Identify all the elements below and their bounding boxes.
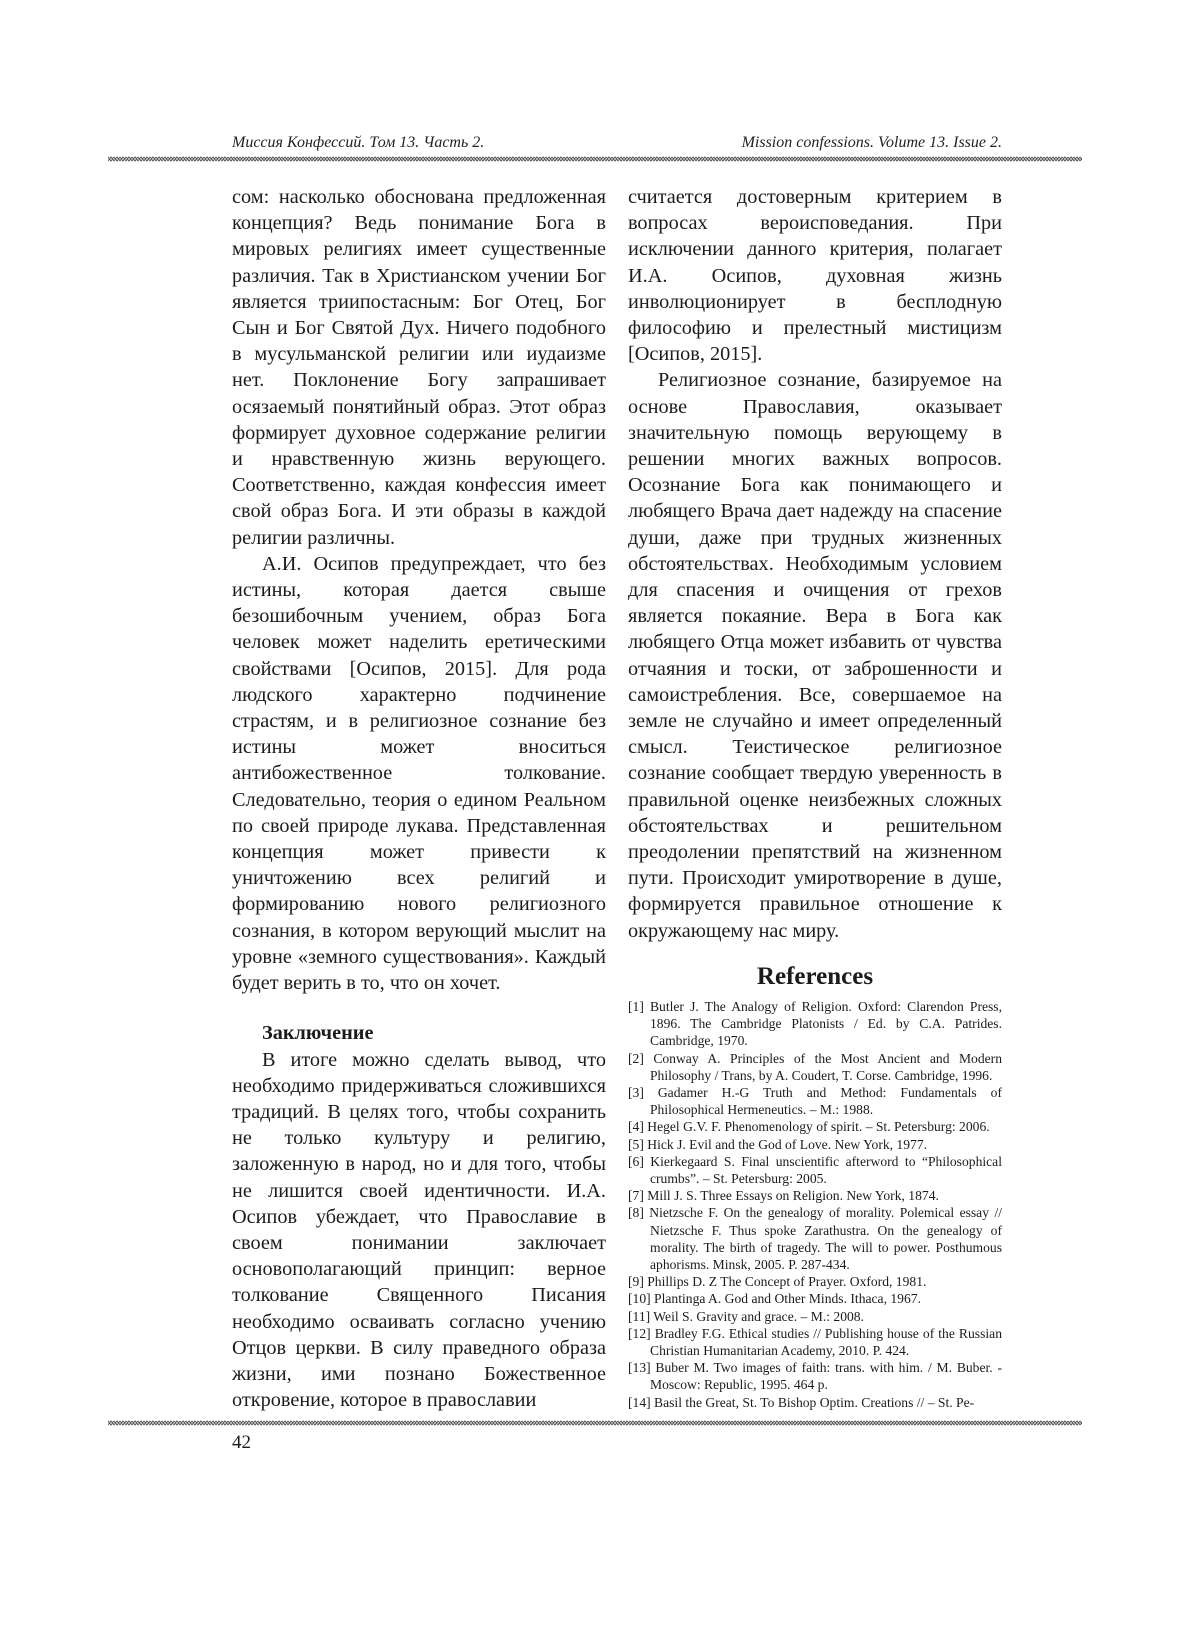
- reference-item: [6] Kierkegaard S. Final unscientific afterword to “Philosophical crumbs”. – St. Petersburg: 2005.: [628, 1153, 1002, 1186]
- left-column: [232, 184, 606, 1413]
- reference-item: [4] Hegel G.V. F. Phenomenology of spirit. – St. Petersburg: 2006.: [628, 1119, 990, 1135]
- reference-item: [14] Basil the Great, St. To Bishop Optim. Creations // – St. Pe-: [628, 1394, 975, 1410]
- left-paragraph-3: В итоге можно сделать вывод, что необходимо придерживаться сложившихся традиций. В целях того, чтобы сохранить не только культуру и религию, заложенную в народ, но и для того, чтобы не лишится своей идентичности. И.А. Осипов убеждает, что Православие в своем понимании заключает основополагающий принцип: верное толкование Священного Писания необходимо осваивать согласно учению Отцов церкви. В силу праведного образа жизни, ими познано Божественное откровение, которое в православии: [232, 1048, 606, 1412]
- bottom-wavy-divider: [108, 1418, 1082, 1428]
- reference-item: [5] Hick J. Evil and the God of Love. New York, 1977.: [628, 1136, 928, 1152]
- reference-item: [13] Buber M. Two images of faith: trans. with him. / M. Buber. - Moscow: Republic, 1995. 464 p.: [628, 1360, 1002, 1393]
- reference-item: [8] Nietzsche F. On the genealogy of morality. Polemical essay // Nietzsche F. Thus spoke Zarathustra. On the genealogy of morality. The birth of tragedy. The will to power. Posthumous aphorisms. Minsk, 2005. P. 287-434.: [628, 1205, 1002, 1272]
- left-paragraph-2: А.И. Осипов предупреждает, что без истины, которая дается свыше безошибочным учением, образ Бога человек может наделить еретическими свойствами [Осипов, 2015]. Для рода людского характерно подчинение страстям, и в религиозное сознание без истины может вноситься антибожественное толкование. Следовательно, теория о едином Реальном по своей природе лукава. Представленная концепция может привести к уничтожению всех религий и формированию нового религиозного сознания, в котором верующий мыслит на уровне «земного существования». Каждый будет верить в то, что он хочет.: [232, 552, 606, 995]
- left-paragraph-1: сом: насколько обоснована предложенная концепция? Ведь понимание Бога в мировых религиях имеет существенные различия. Так в Христианском учении Бог является триипостасным: Бог Отец, Бог Сын и Бог Святой Дух. Ничего подобного в мусульманской религии или иудаизме нет. Поклонение Богу запрашивает осязаемый понятийный образ. Этот образ формирует духовное содержание религии и нравственную жизнь верующего. Соответственно, каждая конфессия имеет свой образ Бога. И эти образы в каждой религии различны.: [232, 186, 606, 549]
- references-list: [628, 998, 1002, 1411]
- right-paragraph-1: считается достоверным критерием в вопросах вероисповедания. При исключении данного критерия, полагает И.А. Осипов, духовная жизнь инволюционирует в бесплодную философию и прелестный мистицизм [Осипов, 2015].: [628, 186, 1002, 366]
- header-journal-ru: Миссия Конфессий. Том 13. Часть 2.: [232, 134, 485, 151]
- reference-item: [3] Gadamer H.-G Truth and Method: Fundamentals of Philosophical Hermeneutics. – M.: 1988.: [628, 1084, 1002, 1118]
- reference-item: [7] Mill J. S. Three Essays on Religion. New York, 1874.: [628, 1188, 939, 1204]
- references-heading: References: [756, 962, 874, 990]
- reference-item: [11] Weil S. Gravity and grace. – M.: 2008.: [628, 1308, 864, 1324]
- right-column: [628, 184, 1002, 1411]
- reference-item: [2] Conway A. Principles of the Most Ancient and Modern Philosophy / Trans, by A. Coudert, T. Corse. Cambridge, 1996.: [628, 1050, 1002, 1083]
- page-number: 42: [232, 1432, 251, 1453]
- reference-item: [9] Phillips D. Z The Concept of Prayer. Oxford, 1981.: [628, 1274, 927, 1290]
- reference-item: [12] Bradley F.G. Ethical studies // Publishing house of the Russian Christian Humanitarian Academy, 2010. P. 424.: [628, 1325, 1002, 1358]
- reference-item: [10] Plantinga A. God and Other Minds. Ithaca, 1967.: [628, 1291, 921, 1307]
- conclusion-heading: Заключение: [262, 1022, 374, 1045]
- header-journal-en: Mission confessions. Volume 13. Issue 2.: [741, 134, 1002, 151]
- reference-item: [1] Butler J. The Analogy of Religion. Oxford: Clarendon Press, 1896. The Cambridge Platonists / Ed. by C.A. Patrides. Cambridge, 1970.: [628, 998, 1002, 1049]
- top-wavy-divider: [108, 154, 1082, 164]
- right-paragraph-2: Религиозное сознание, базируемое на основе Православия, оказывает значительную помощь верующему в решении многих важных вопросов. Осознание Бога как понимающего и любящего Врача дает надежду на спасение души, даже при трудных жизненных обстоятельствах. Необходимым условием для спасения и очищения от грехов является покаяние. Вера в Бога как любящего Отца может избавить от чувства отчаяния и тоски, от заброшенности и самоистребления. Все, совершаемое на земле не случайно и имеет определенный смысл. Теистическое религиозное сознание сообщает твердую уверенность в правильной оценке неизбежных сложных обстоятельствах и решительном преодолении препятствий на жизненном пути. Происходит умиротворение в душе, формируется правильное отношение к окружающему нас миру.: [628, 369, 1002, 942]
